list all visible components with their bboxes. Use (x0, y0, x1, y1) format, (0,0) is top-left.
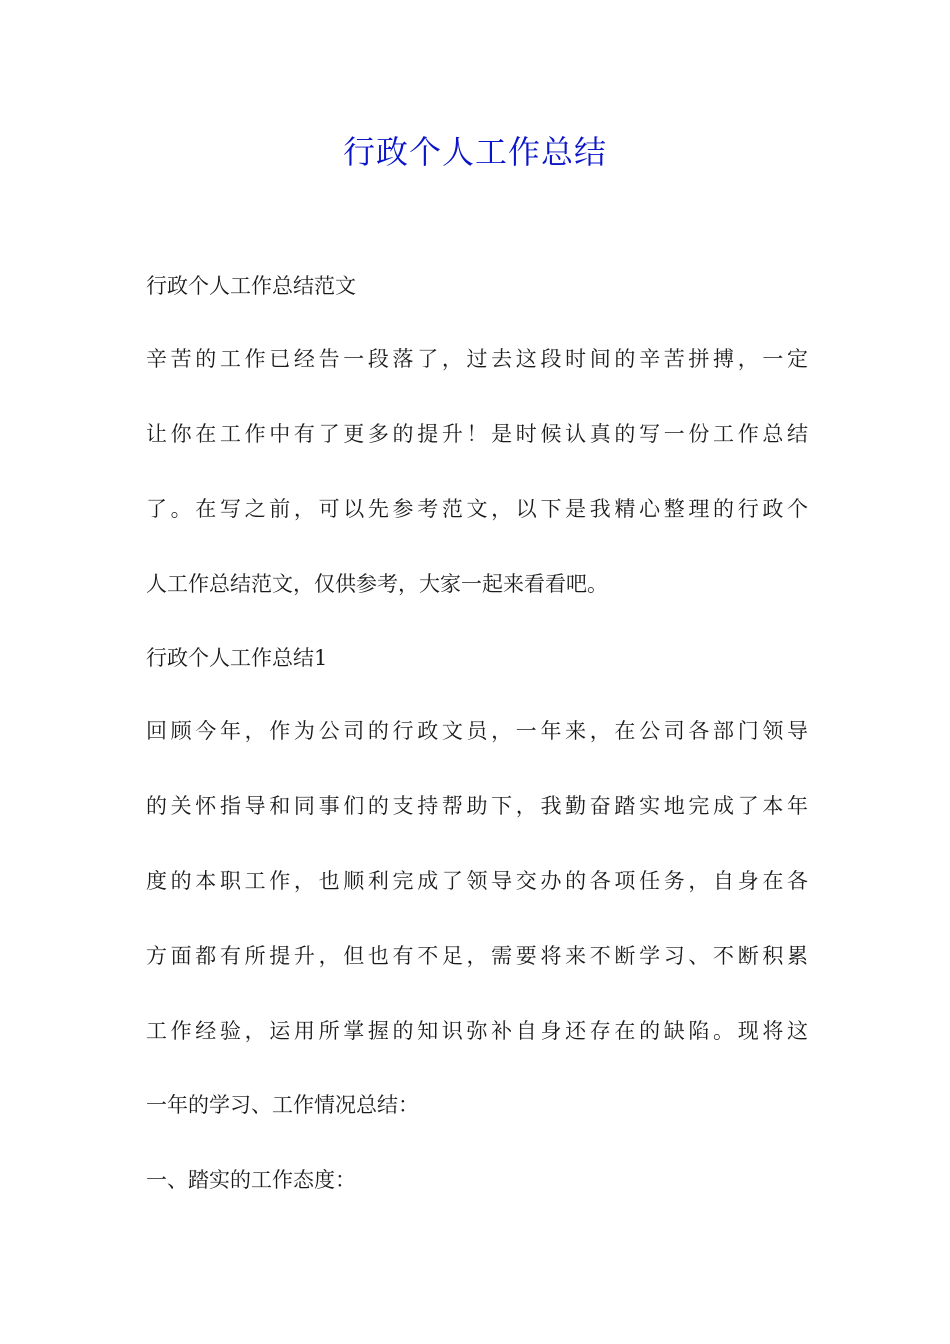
paragraph-line: 工作经验，运用所掌握的知识弥补自身还存在的缺陷。现将这 (146, 1019, 808, 1043)
paragraph-line: 一年的学习、工作情况总结： (146, 1093, 419, 1117)
paragraph-line: 人工作总结范文，仅供参考，大家一起来看看吧。 (146, 572, 608, 596)
paragraph-line: 度的本职工作，也顺利完成了领导交办的各项任务，自身在各 (146, 869, 808, 893)
subsection-heading: 一、踏实的工作态度： (146, 1168, 356, 1192)
paragraph-line: 的关怀指导和同事们的支持帮助下，我勤奋踏实地完成了本年 (146, 794, 808, 818)
section-heading: 行政个人工作总结1 (146, 646, 328, 670)
paragraph-line: 方面都有所提升，但也有不足，需要将来不断学习、不断积累 (146, 944, 808, 968)
paragraph-line: 辛苦的工作已经告一段落了，过去这段时间的辛苦拼搏，一定 (146, 347, 808, 371)
paragraph-line: 了。在写之前，可以先参考范文，以下是我精心整理的行政个 (146, 497, 808, 521)
paragraph-line: 让你在工作中有了更多的提升！是时候认真的写一份工作总结 (146, 422, 808, 446)
subtitle-line: 行政个人工作总结范文 (146, 274, 356, 298)
paragraph-line: 回顾今年，作为公司的行政文员，一年来，在公司各部门领导 (146, 719, 808, 743)
document-title: 行政个人工作总结 (342, 133, 607, 171)
